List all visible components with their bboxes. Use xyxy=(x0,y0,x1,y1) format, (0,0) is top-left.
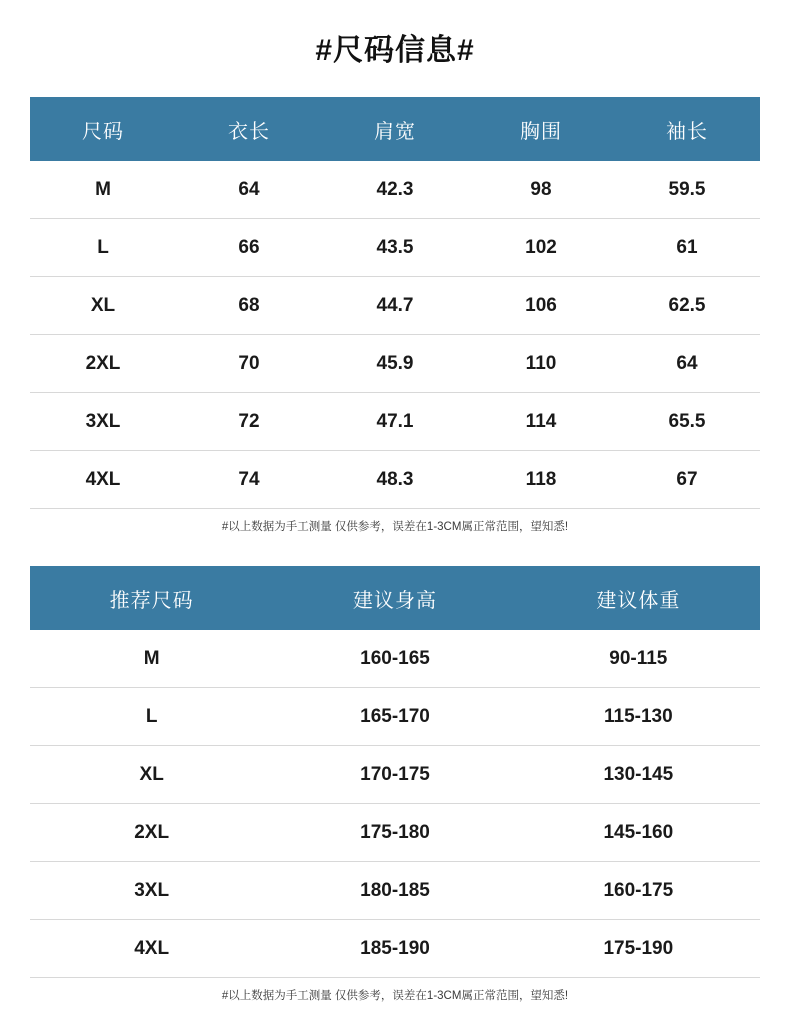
table-row xyxy=(30,630,760,688)
column-header-weight: 建议体重 xyxy=(517,566,760,630)
cell-size: M xyxy=(30,630,273,688)
cell-height: 180-185 xyxy=(273,862,516,920)
cell-bust: 102 xyxy=(468,219,614,277)
cell-size: 4XL xyxy=(30,920,273,978)
column-header-height: 建议身高 xyxy=(273,566,516,630)
cell-weight: 115-130 xyxy=(517,688,760,746)
table-row xyxy=(30,393,760,451)
cell-height: 170-175 xyxy=(273,746,516,804)
cell-size: XL xyxy=(30,277,176,335)
size-table-header xyxy=(30,97,760,161)
size-table-section xyxy=(30,97,760,534)
cell-weight: 145-160 xyxy=(517,804,760,862)
table-row xyxy=(30,804,760,862)
section-spacer xyxy=(0,534,790,566)
cell-weight: 130-145 xyxy=(517,746,760,804)
cell-sleeve: 62.5 xyxy=(614,277,760,335)
cell-sleeve: 67 xyxy=(614,451,760,509)
cell-size: 4XL xyxy=(30,451,176,509)
cell-sleeve: 59.5 xyxy=(614,161,760,219)
cell-length: 66 xyxy=(176,219,322,277)
table-row xyxy=(30,277,760,335)
table-row xyxy=(30,219,760,277)
cell-size: 3XL xyxy=(30,862,273,920)
column-header-size: 尺码 xyxy=(30,97,176,161)
cell-shoulder: 45.9 xyxy=(322,335,468,393)
recommend-table-body xyxy=(30,630,760,978)
cell-shoulder: 44.7 xyxy=(322,277,468,335)
table-row xyxy=(30,451,760,509)
column-header-bust: 胸围 xyxy=(468,97,614,161)
cell-size: XL xyxy=(30,746,273,804)
column-header-recommended-size: 推荐尺码 xyxy=(30,566,273,630)
table-row xyxy=(30,335,760,393)
cell-sleeve: 65.5 xyxy=(614,393,760,451)
size-table-body xyxy=(30,161,760,509)
table-header-row xyxy=(30,566,760,630)
cell-length: 74 xyxy=(176,451,322,509)
cell-size: 2XL xyxy=(30,335,176,393)
cell-size: M xyxy=(30,161,176,219)
cell-length: 70 xyxy=(176,335,322,393)
cell-size: L xyxy=(30,219,176,277)
cell-size: 3XL xyxy=(30,393,176,451)
cell-bust: 106 xyxy=(468,277,614,335)
cell-sleeve: 64 xyxy=(614,335,760,393)
cell-length: 68 xyxy=(176,277,322,335)
table-row xyxy=(30,746,760,804)
cell-bust: 118 xyxy=(468,451,614,509)
cell-height: 160-165 xyxy=(273,630,516,688)
cell-bust: 110 xyxy=(468,335,614,393)
recommend-table-note: #以上数据为手工测量 仅供参考，误差在1-3CM属正常范围，望知悉! xyxy=(221,990,569,1002)
table-header-row xyxy=(30,97,760,161)
cell-height: 165-170 xyxy=(273,688,516,746)
cell-size: L xyxy=(30,688,273,746)
cell-weight: 175-190 xyxy=(517,920,760,978)
recommend-table-section xyxy=(30,566,760,1003)
table-row xyxy=(30,688,760,746)
column-header-sleeve: 袖长 xyxy=(614,97,760,161)
table-row xyxy=(30,862,760,920)
cell-size: 2XL xyxy=(30,804,273,862)
table-row xyxy=(30,161,760,219)
column-header-shoulder: 肩宽 xyxy=(322,97,468,161)
page-title: #尺码信息# xyxy=(315,34,475,67)
cell-bust: 114 xyxy=(468,393,614,451)
cell-weight: 90-115 xyxy=(517,630,760,688)
column-header-length: 衣长 xyxy=(176,97,322,161)
cell-sleeve: 61 xyxy=(614,219,760,277)
cell-height: 185-190 xyxy=(273,920,516,978)
size-measurement-table xyxy=(30,97,760,509)
cell-bust: 98 xyxy=(468,161,614,219)
recommend-table-header xyxy=(30,566,760,630)
cell-shoulder: 47.1 xyxy=(322,393,468,451)
size-table-note: #以上数据为手工测量 仅供参考，误差在1-3CM属正常范围，望知悉! xyxy=(221,521,569,533)
cell-length: 64 xyxy=(176,161,322,219)
cell-shoulder: 42.3 xyxy=(322,161,468,219)
cell-weight: 160-175 xyxy=(517,862,760,920)
cell-height: 175-180 xyxy=(273,804,516,862)
recommended-size-table xyxy=(30,566,760,978)
cell-shoulder: 43.5 xyxy=(322,219,468,277)
table-row xyxy=(30,920,760,978)
cell-shoulder: 48.3 xyxy=(322,451,468,509)
cell-length: 72 xyxy=(176,393,322,451)
